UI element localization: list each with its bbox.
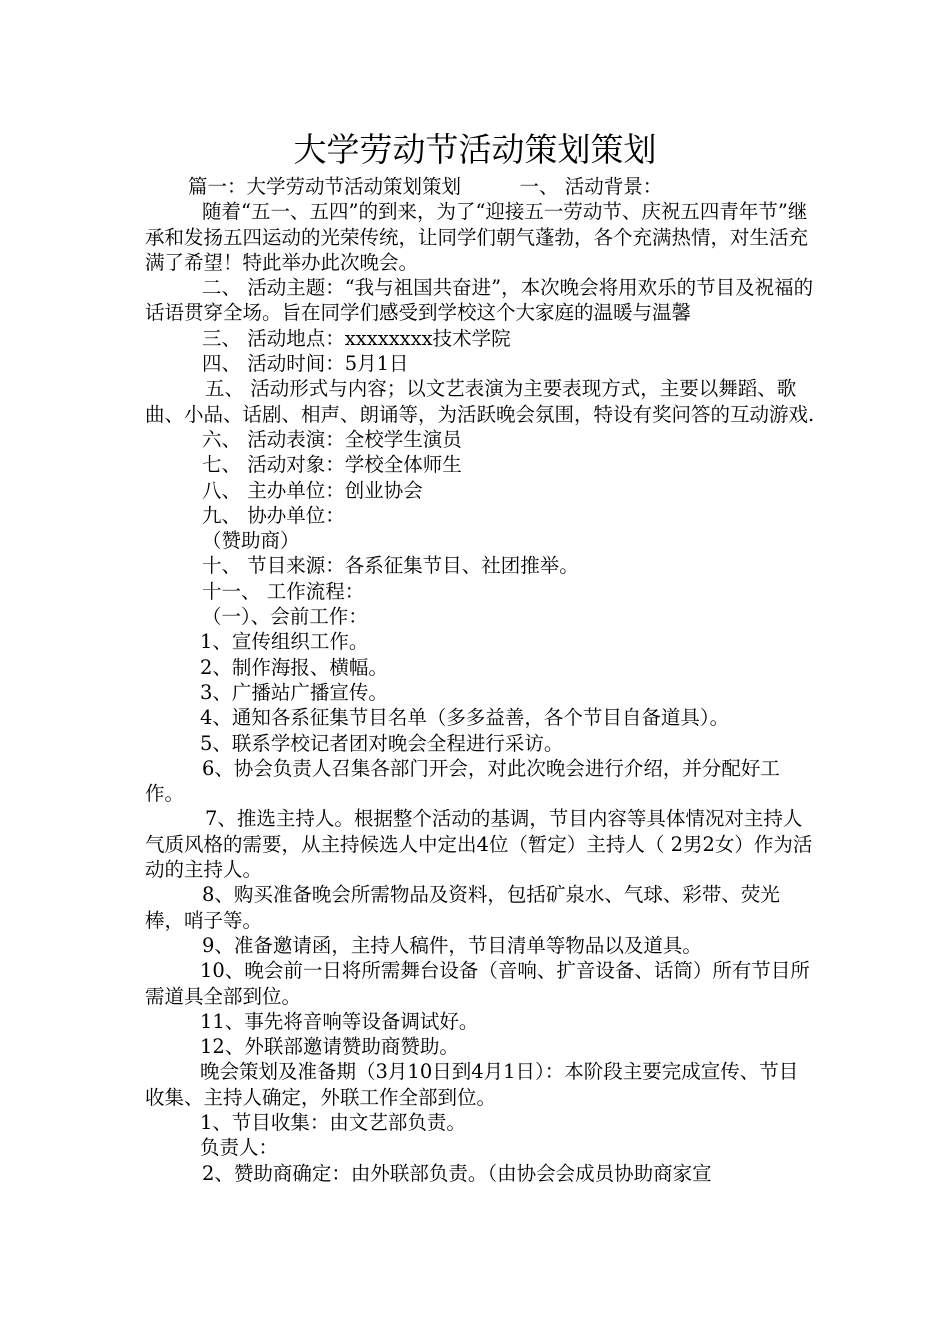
paragraph-co-organizer: 九、 协办单位： xyxy=(202,503,345,527)
list-item: 4、通知各系征集节目名单（多多益善，各个节目自备道具）。 xyxy=(200,706,730,730)
paragraph-performers: 六、 活动表演：全校学生演员 xyxy=(202,427,462,451)
list-item: 6、协会负责人召集各部门开会，对此次晚会进行介绍，并分配好工作。 xyxy=(145,756,780,806)
paragraph-theme: 二、 活动主题：“我与祖国共奋进”，本次晚会将用欢乐的节目及祝福的话语贯穿全场。旨在同学们感受到学校这个大家庭的温暖与温馨 xyxy=(145,276,814,325)
list-item: 2、赞助商确定：由外联部负责。（由协会会成员协助商家宣 xyxy=(202,1161,712,1185)
list-item: 9、准备邀请函，主持人稿件，节目清单等物品以及道具。 xyxy=(202,933,702,957)
list-item: 8、购买准备晚会所需物品及资料，包括矿泉水、气球、彩带、荧光棒，哨子等。 xyxy=(145,883,780,932)
paragraph-organizer: 八、 主办单位：创业协会 xyxy=(202,478,423,502)
paragraph-preparation-period: 晚会策划及准备期（3月10日到4月1日）：本阶段主要完成宣传、节目收集、主持人确定，外联工作全部到位。 xyxy=(145,1060,799,1109)
list-item: 5、联系学校记者团对晚会全程进行采访。 xyxy=(200,731,564,755)
list-item: 12、外联部邀请赞助商赞助。 xyxy=(200,1035,459,1059)
paragraph-format: 五、 活动形式与内容；以文艺表演为主要表现方式，主要以舞蹈、歌曲、小品、话剧、相声、朗诵等，为活跃晚会氛围，特设有奖问答的互动游戏. xyxy=(145,377,815,426)
list-item: 11、事先将音响等设备调试好。 xyxy=(200,1009,479,1033)
paragraph-sponsor: （赞助商） xyxy=(202,529,300,553)
list-item: 2、制作海报、横幅。 xyxy=(200,655,388,679)
paragraph-heading-line: 篇一：大学劳动节活动策划策划 一、 活动背景： xyxy=(188,175,663,198)
paragraph-location: 三、 活动地点：xxxxxxxx技术学院 xyxy=(202,326,511,350)
list-item: 10、晚会前一日将所需舞台设备（音响、扩音设备、话筒）所有节目所需道具全部到位。 xyxy=(145,959,810,1008)
list-item: 3、广播站广播宣传。 xyxy=(200,680,388,704)
paragraph-background: 随着“五一、五四”的到来，为了“迎接五一劳动节、庆祝五四青年节”继承和发扬五四运动的光荣传统，让同学们朝气蓬勃，各个充满热情，对生活充满了希望！特此举办此次晚会。 xyxy=(145,200,809,274)
list-item: 1、节目收集：由文艺部负责。 xyxy=(200,1110,466,1134)
paragraph-pre-event: （一）、会前工作： xyxy=(202,605,368,629)
paragraph-workflow: 十一、 工作流程： xyxy=(202,579,365,603)
paragraph-person-in-charge: 负责人： xyxy=(200,1136,279,1160)
document-title: 大学劳动节活动策划策划 xyxy=(293,130,657,169)
paragraph-program-source: 十、 节目来源：各系征集节目、社团推举。 xyxy=(202,554,579,578)
paragraph-audience: 七、 活动对象：学校全体师生 xyxy=(202,453,462,477)
paragraph-time: 四、 活动时间：5月1日 xyxy=(202,352,409,376)
document-body xyxy=(145,174,817,1186)
list-item: 7、推选主持人。根据整个活动的基调，节目内容等具体情况对主持人气质风格的需要，从主持候选人中定出4位（暂定）主持人（ 2男2女）作为活动的主持人。 xyxy=(145,807,813,882)
list-item: 1、宣传组织工作。 xyxy=(200,630,369,654)
